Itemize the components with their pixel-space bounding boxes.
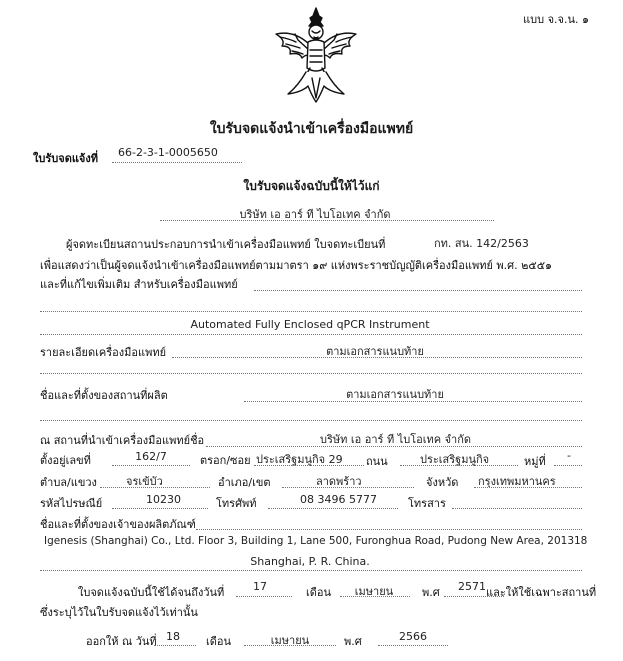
issued-year: 2566 — [399, 630, 427, 643]
document-title: ใบรับจดแจ้งนำเข้าเครื่องมือแพทย์ — [209, 121, 414, 137]
details-label: รายละเอียดเครื่องมือแพทย์ — [40, 346, 167, 359]
owner-address-line-2: Shanghai, P. R. China. — [250, 555, 370, 568]
address-soi-label: ตรอก/ซอย — [200, 454, 251, 467]
valid-until-year: 2571 — [458, 580, 486, 593]
address-postcode-label: รหัสไปรษณีย์ — [40, 497, 103, 510]
statement-line-2: และที่แก้ไขเพิ่มเติม สำหรับเครื่องมือแพทย์ — [40, 278, 238, 291]
owner-dotline — [196, 529, 582, 530]
issued-month-dotline — [244, 645, 336, 646]
address-district-label: อำเภอ/เขต — [218, 476, 271, 489]
valid-until-year-label: พ.ศ — [422, 586, 440, 599]
manufacture-site-dotline — [244, 401, 582, 402]
address-subdistrict-dotline — [100, 487, 210, 488]
valid-day-dotline — [236, 596, 292, 597]
address-province-dotline — [474, 487, 582, 488]
valid-until-suffix: และให้ใช้เฉพาะสถานที่ — [486, 586, 597, 599]
address-road-label: ถนน — [366, 455, 388, 468]
receipt-no-value: 66-2-3-1-0005650 — [118, 146, 218, 159]
registration-no: กท. สน. 142/2563 — [434, 237, 529, 250]
address-fax-dotline — [452, 508, 582, 509]
issued-prefix: ออกให้ ณ วันที่ — [86, 635, 157, 648]
device-name: Automated Fully Enclosed qPCR Instrument — [190, 318, 430, 331]
address-district: ลาดพร้าว — [316, 475, 362, 488]
issued-year-label: พ.ศ — [344, 635, 362, 648]
valid-until-line-2: ซึ่งระบุไว้ในใบรับจดแจ้งไว้เท่านั้น — [40, 606, 198, 619]
address-soi: ประเสริฐมนูกิจ 29 — [256, 453, 343, 466]
address-no-dotline — [112, 465, 190, 466]
address-phone: 08 3496 5777 — [300, 493, 377, 506]
address-road-dotline — [400, 465, 518, 466]
valid-until-prefix: ใบจดแจ้งฉบับนี้ใช้ได้จนถึงวันที่ — [78, 586, 225, 599]
valid-until-month: เมษายน — [354, 585, 394, 598]
valid-until-day: 17 — [253, 580, 267, 593]
import-site-value: บริษัท เอ อาร์ ที ไบโอเทค จำกัด — [320, 433, 472, 446]
registration-line: ผู้จดทะเบียนสถานประกอบการนำเข้าเครื่องมือแพทย์ ใบจดทะเบียนที่ — [66, 238, 386, 251]
address-moo-label: หมู่ที่ — [524, 455, 546, 468]
import-site-dotline — [206, 446, 582, 447]
manufacture-site-label: ชื่อและที่ตั้งของสถานที่ผลิต — [40, 389, 168, 402]
address-soi-dotline — [254, 465, 364, 466]
issued-month-label: เดือน — [206, 635, 232, 648]
issued-year-dotline — [378, 645, 448, 646]
receipt-no-dotline — [112, 162, 242, 163]
address-no: 162/7 — [135, 450, 167, 463]
address-district-dotline — [282, 487, 414, 488]
valid-until-month-label: เดือน — [306, 586, 332, 599]
address-no-label: ตั้งอยู่เลขที่ — [40, 454, 91, 467]
issued-month: เมษายน — [270, 634, 310, 647]
address-subdistrict-label: ตำบล/แขวง — [40, 476, 97, 489]
address-moo-dotline — [554, 465, 582, 466]
issued-day-dotline — [154, 645, 196, 646]
address-road: ประเสริฐมนูกิจ — [420, 453, 490, 466]
blank-dotline-2 — [40, 373, 582, 374]
owner-label: ชื่อและที่ตั้งของเจ้าของผลิตภัณฑ์ — [40, 518, 196, 531]
company-name: บริษัท เอ อาร์ ที ไบโอเทค จำกัด — [239, 208, 391, 221]
owner-address-dotline — [40, 570, 582, 571]
details-value: ตามเอกสารแนบท้าย — [326, 345, 424, 358]
valid-month-dotline — [340, 596, 410, 597]
statement-line-1: เพื่อแสดงว่าเป็นผู้จดแจ้งนำเข้าเครื่องมือแพทย์ตามมาตรา ๑๙ แห่งพระราชบัญญัติเครื่องมือแพทย์ พ.ศ. ๒๕๕๑ — [40, 259, 553, 272]
import-site-label: ณ สถานที่นำเข้าเครื่องมือแพทย์ชื่อ — [40, 434, 205, 447]
details-dotline — [172, 357, 582, 358]
company-dotline — [160, 220, 494, 221]
receipt-no-label: ใบรับจดแจ้งที่ — [33, 152, 98, 165]
address-province: กรุงเทพมหานคร — [478, 475, 556, 488]
issued-day: 18 — [166, 630, 180, 643]
form-code: แบบ จ.จ.น. ๑ — [523, 13, 589, 26]
address-phone-label: โทรศัพท์ — [216, 497, 257, 510]
address-province-label: จังหวัด — [426, 476, 459, 489]
address-postcode-dotline — [112, 508, 208, 509]
owner-address-line-1: Igenesis (Shanghai) Co., Ltd. Floor 3, Building 1, Lane 500, Furonghua Road, Pudong New Area, 201318 — [44, 535, 588, 547]
address-phone-dotline — [268, 508, 398, 509]
garuda-emblem-icon — [268, 6, 364, 110]
blank-dotline-1 — [40, 311, 582, 312]
subtitle: ใบรับจดแจ้งฉบับนี้ให้ไว้แก่ — [243, 179, 380, 193]
address-postcode: 10230 — [146, 493, 181, 506]
address-fax-label: โทรสาร — [408, 497, 446, 510]
address-subdistrict: จรเข้บัว — [126, 475, 163, 488]
statement-dotline — [254, 290, 582, 291]
blank-dotline-3 — [40, 420, 582, 421]
address-moo: - — [567, 449, 571, 462]
manufacture-site-value: ตามเอกสารแนบท้าย — [346, 388, 444, 401]
device-dotline — [40, 334, 582, 335]
